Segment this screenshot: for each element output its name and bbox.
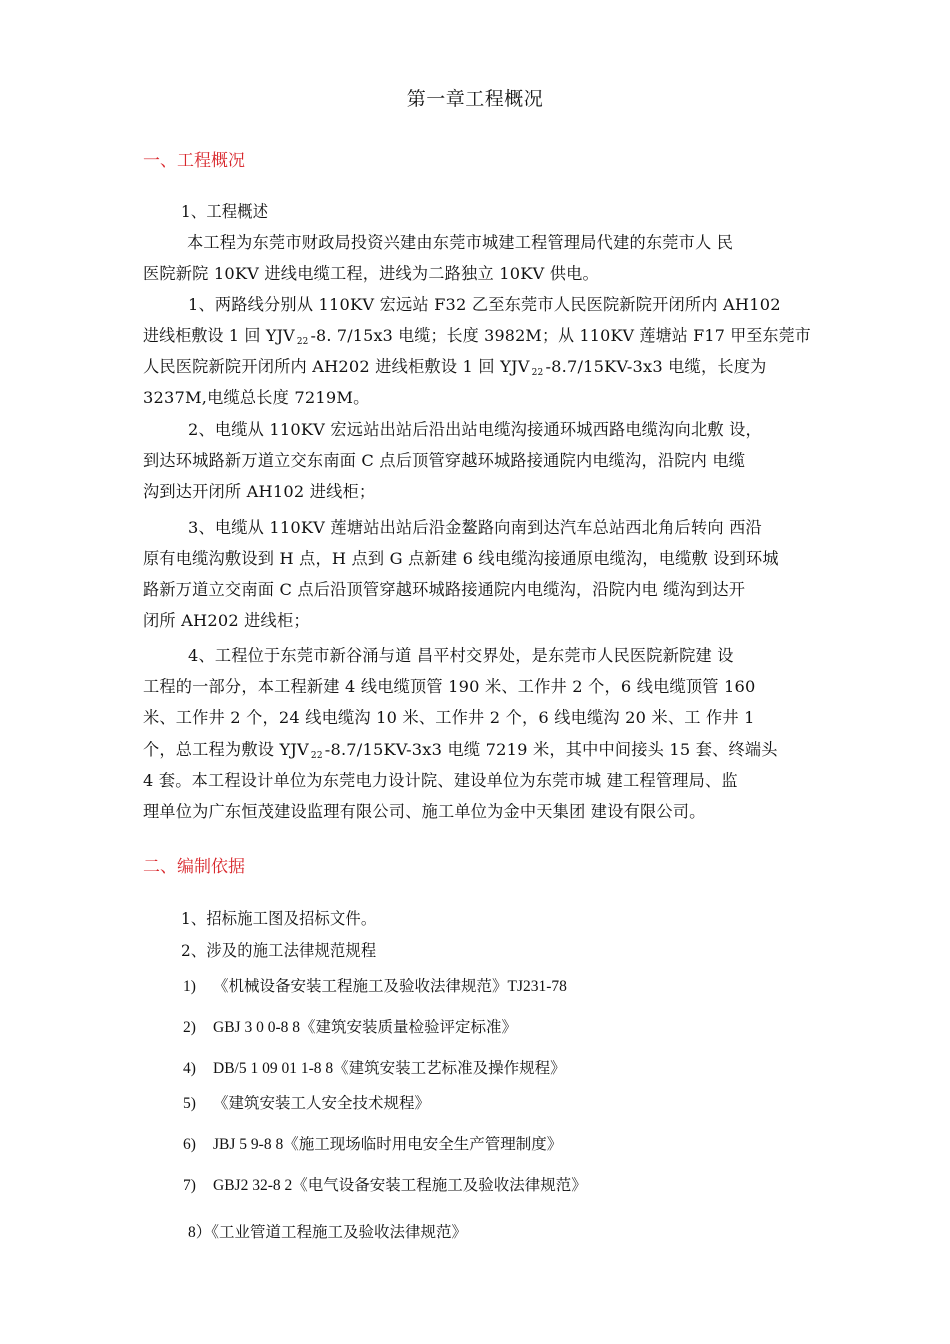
list-text: JBJ 5 9-8 8《施工现场临时用电安全生产管理制度》 — [213, 1136, 563, 1153]
line-fragment: -8. 7/15x3 电缆；长度 3982M；从 110KV 莲塘站 F17 甲至东莞市 — [310, 326, 811, 345]
paragraph-line: 沟到达开闭所 AH102 进线柜； — [143, 482, 376, 501]
list-item — [183, 1132, 562, 1154]
list-number: 1) — [183, 978, 196, 995]
paragraph-line: 医院新院 10KV 进线电缆工程，进线为二路独立 10KV 供电。 — [143, 264, 599, 283]
subheading-basis-1: 1、招标施工图及招标文件。 — [181, 909, 377, 928]
list-item — [183, 974, 567, 996]
paragraph-line: 工程的一部分，本工程新建 4 线电缆顶管 190 米、工作井 2 个，6 线电缆顶管 160 — [143, 677, 756, 696]
list-number: 6) — [183, 1136, 196, 1153]
paragraph-line: 3237M,电缆总长度 7219M。 — [143, 388, 370, 407]
line-fragment: -8.7/15KV-3x3 电缆 7219 米，其中中间接头 15 套、终端头 — [324, 740, 778, 759]
chapter-title: 第一章工程概况 — [406, 88, 544, 110]
line-fragment: 人民医院新院开闭所内 AH202 进线柜敷设 1 回 YJV — [143, 357, 530, 376]
list-item — [183, 1091, 430, 1113]
section-heading-overview: 一、工程概况 — [143, 151, 245, 171]
subheading-overview: 1、工程概述 — [181, 202, 269, 221]
paragraph-line: 米、工作井 2 个，24 线电缆沟 10 米、工作井 2 个，6 线电缆沟 20 米、工 作井 1 — [143, 708, 755, 727]
paragraph-line: 4、工程位于东莞市新谷涌与道 昌平村交界处，是东莞市人民医院新院建 设 — [188, 646, 734, 665]
list-item — [183, 1173, 587, 1195]
list-text: DB/5 1 09 01 1-8 8《建筑安装工艺标准及操作规程》 — [213, 1060, 566, 1077]
list-number: 2) — [183, 1019, 196, 1036]
list-text: 《工业管道工程施工及验收法律规范》 — [211, 1224, 468, 1241]
list-item — [183, 1015, 517, 1037]
paragraph-line: 4 套。本工程设计单位为东莞电力设计院、建设单位为东莞市城 建工程管理局、监 — [143, 771, 738, 790]
subscript: 22 — [296, 337, 309, 347]
subheading-basis-2: 2、涉及的施工法律规范规程 — [181, 941, 377, 960]
paragraph-line: 1、两路线分别从 110KV 宏远站 F32 乙至东莞市人民医院新院开闭所内 AH102 — [188, 295, 781, 314]
line-fragment: -8.7/15KV-3x3 电缆，长度为 — [545, 357, 767, 376]
paragraph-line: 理单位为广东恒茂建设监理有限公司、施工单位为金中天集团 建设有限公司。 — [143, 802, 706, 821]
subscript: 22 — [310, 751, 323, 761]
list-item — [188, 1220, 467, 1242]
paragraph-line: 原有电缆沟敷设到 H 点，H 点到 G 点新建 6 线电缆沟接通原电缆沟，电缆敷 设到环城 — [143, 549, 779, 568]
list-number: 8） — [188, 1224, 212, 1241]
line-fragment: 进线柜敷设 1 回 YJV — [143, 326, 295, 345]
list-number: 4) — [183, 1060, 196, 1077]
paragraph-line: 3、电缆从 110KV 莲塘站出站后沿金鳌路向南到达汽车总站西北角后转向 西沿 — [188, 518, 762, 537]
list-number: 5) — [183, 1095, 196, 1112]
list-item — [183, 1056, 566, 1078]
paragraph-line: 到达环城路新万道立交东南面 C 点后顶管穿越环城路接通院内电缆沟，沿院内 电缆 — [143, 451, 746, 470]
paragraph-line: 本工程为东莞市财政局投资兴建由东莞市城建工程管理局代建的东莞市人 民 — [187, 233, 734, 252]
paragraph-line: 闭所 AH202 进线柜； — [143, 611, 310, 630]
list-text: GBJ 3 0 0-8 8《建筑安装质量检验评定标准》 — [213, 1019, 517, 1036]
list-number: 7) — [183, 1177, 196, 1194]
list-text: 《机械设备安装工程施工及验收法律规范》TJ231-78 — [213, 978, 567, 995]
list-text: GBJ2 32-8 2《电气设备安装工程施工及验收法律规范》 — [213, 1177, 587, 1194]
subscript: 22 — [531, 368, 544, 378]
section-heading-basis: 二、编制依据 — [143, 857, 245, 877]
list-text: 《建筑安装工人安全技术规程》 — [213, 1095, 431, 1112]
paragraph-line: 路新万道立交南面 C 点后沿顶管穿越环城路接通院内电缆沟，沿院内电 缆沟到达开 — [143, 580, 746, 599]
line-fragment: 个，总工程为敷设 YJV — [143, 740, 309, 759]
paragraph-line: 2、电缆从 110KV 宏远站出站后沿出站电缆沟接通环城西路电缆沟向北敷 设， — [188, 420, 762, 439]
